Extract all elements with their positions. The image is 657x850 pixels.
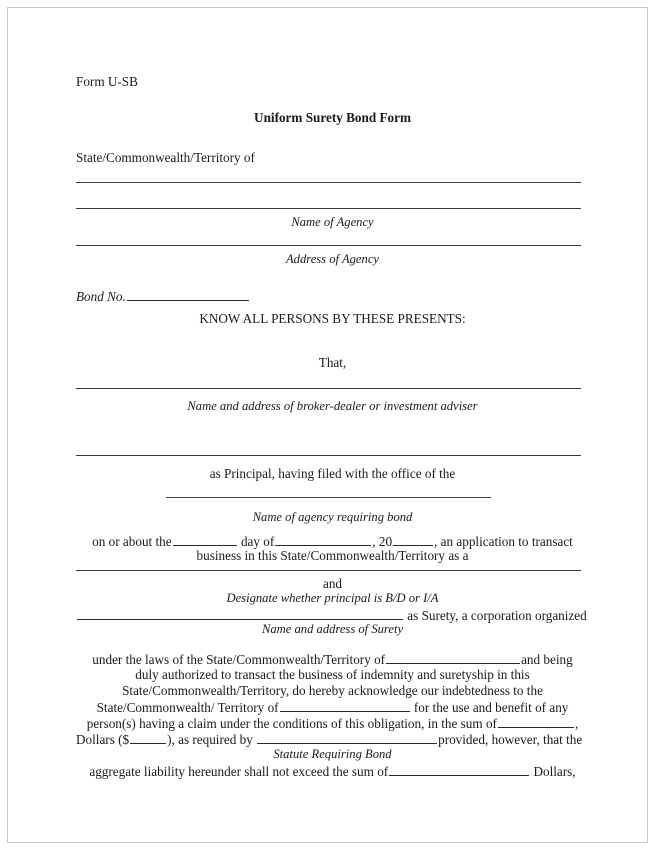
address-of-agency-rule[interactable] [76,245,589,246]
body-line-4-prefix: State/Commonwealth/ Territory of [96,699,279,715]
surety-name-blank[interactable] [77,608,403,620]
know-all-persons-heading: KNOW ALL PERSONS BY THESE PRESENTS: [199,311,466,326]
as-surety-suffix: as Surety, a corporation organized [407,607,587,623]
rule-line [76,245,581,246]
body-line-1-suffix: and being [521,651,573,667]
as-principal-line: as Principal, having filed with the office of the [209,466,456,481]
aggregate-blank[interactable] [389,764,529,776]
business-line: business in this State/Commonwealth/Territory as a [196,548,469,563]
caption-name-of-agency: Name of Agency [291,215,374,229]
body-line-1-prefix: under the laws of the State/Commonwealth/Territory of [92,651,386,667]
document-page [7,7,648,843]
on-or-about-prefix: on or about the [92,533,172,549]
caption-broker-dealer: Name and address of broker-dealer or investment adviser [187,399,478,413]
year-blank[interactable] [393,534,433,546]
name-of-agency-rule[interactable] [76,208,589,209]
body-line-6-prefix: Dollars ($ [76,731,130,747]
sum-blank[interactable] [498,716,574,728]
body-line-7[interactable] [76,764,589,778]
and-line: and [322,576,343,591]
body-line-4[interactable] [76,700,589,714]
body-line-5-prefix: person(s) having a claim under the conditions of this obligation, in the sum of [86,715,497,731]
body-line-7-prefix: aggregate liability hereunder shall not exceed the sum of [89,763,389,779]
body-line-4-suffix: for the use and benefit of any [413,699,569,715]
bond-number-field[interactable] [76,289,589,303]
rule-line [76,182,581,183]
body-line-7-suffix: Dollars, [533,763,576,779]
bond-number-label: Bond No. [76,288,126,304]
bond-number-blank[interactable] [127,289,249,301]
body-line-5[interactable] [76,716,589,730]
body-line-3: State/Commonwealth/Territory, do hereby acknowledge our indebtedness to the [122,683,543,698]
rule-line [76,388,581,389]
caption-address-of-agency: Address of Agency [285,252,380,266]
broker-dealer-rule-second[interactable] [76,455,589,456]
body-line-1[interactable] [76,652,589,666]
caption-statute-requiring-bond: Statute Requiring Bond [273,747,392,761]
broker-dealer-rule[interactable] [76,388,589,389]
day-blank[interactable] [173,534,237,546]
rule-line [76,455,581,456]
body-line-5-suffix: , [574,715,579,731]
month-blank[interactable] [275,534,371,546]
statute-blank[interactable] [257,732,437,744]
agency-requiring-bond-rule[interactable] [76,497,589,498]
designate-principal-rule[interactable] [76,570,589,571]
form-number: Form U-SB [76,74,138,89]
page-title: Uniform Surety Bond Form [254,110,411,125]
caption-designate: Designate whether principal is B/D or I/A [226,591,439,605]
body-line-2: duly authorized to transact the business of indemnity and suretyship in this [135,667,530,682]
state-commonwealth-territory-label: State/Commonwealth/Territory of [76,150,255,165]
year-prefix: , 20 [372,533,393,549]
dollars-blank[interactable] [130,732,166,744]
rule-line [166,497,491,498]
caption-name-address-surety: Name and address of Surety [261,622,404,636]
on-or-about-day-label: day of [240,533,275,549]
body-line-6-suffix: provided, however, that the [438,731,583,747]
caption-agency-requiring-bond: Name of agency requiring bond [252,510,413,524]
on-or-about-suffix: , an application to transact [434,533,573,549]
laws-state-blank[interactable] [386,652,520,664]
as-surety-line[interactable] [76,608,589,622]
rule-line [76,570,581,571]
territory-blank[interactable] [280,700,410,712]
body-line-6[interactable] [76,732,589,746]
body-line-6-mid: ), as required by [167,731,253,747]
rule-line [76,208,581,209]
state-fill-rule[interactable] [76,182,589,183]
on-or-about-line[interactable] [76,534,589,548]
that-line: That, [318,355,347,370]
